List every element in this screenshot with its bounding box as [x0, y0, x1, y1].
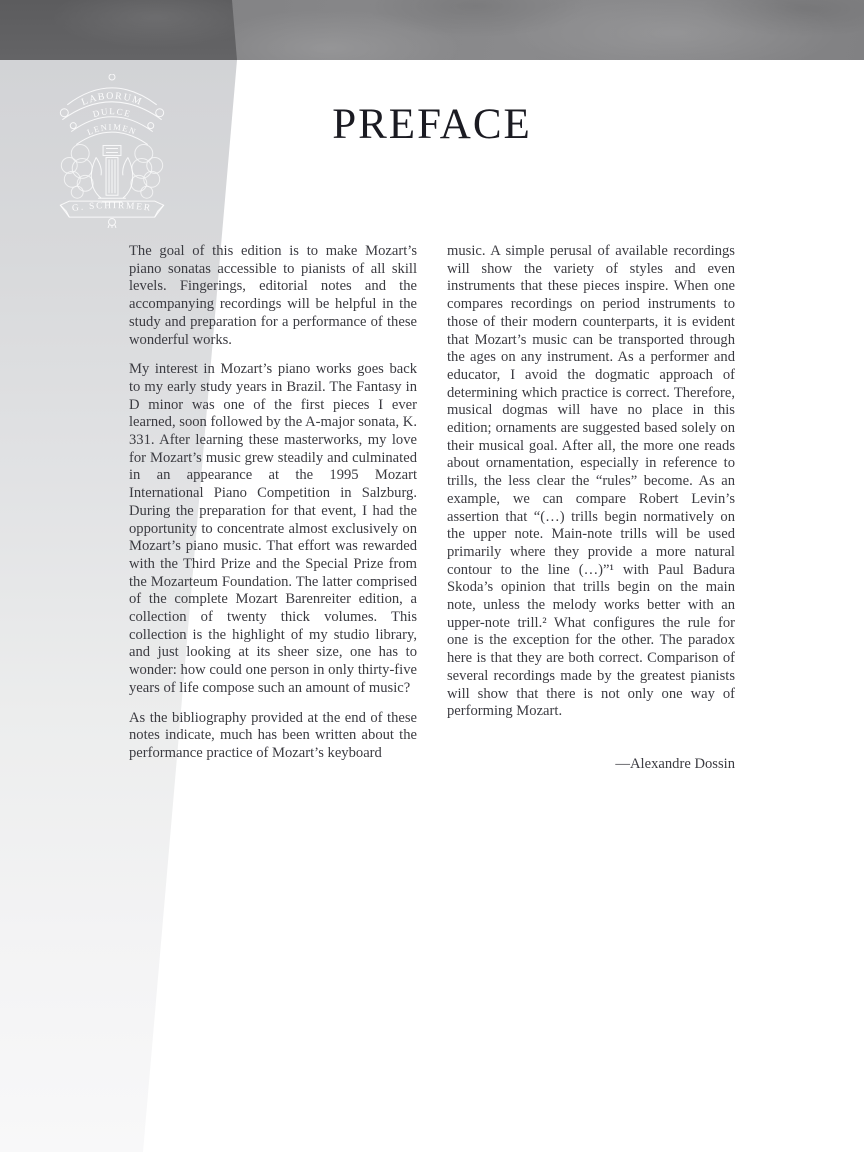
svg-text:DULCE	[92, 106, 133, 119]
paragraph-performance-practice: music. A simple perusal of available recordings will show the variety of styles and even instruments that these pieces inspire. When one compares recordings on period instruments to those of their modern counterparts, it is evident that Mozart’s music can be transported through the ages on any instrument. As a performer and educator, I avoid the dogmatic approach of determining which practice is correct. Therefore, musical dogmas will have no place in this edition; ornaments are suggested based solely on their musical goal. After all, the more one reads about ornamentation, especially in reference to trills, the less clear the “rules” become. As an example, we can compare Robert Levin’s assertion that “(…) trills begin normatively on the upper note. Main-note trills will be used primarily where they provide a more natural contour to the line (…)”¹ with Paul Badura Skoda’s opinion that trills begin on the main note, unless the melody works better with an upper-note trill.² What configures the rule for one is the exception for the other. The paradox here is that they are both correct. Comparison of several recordings made by the greatest pianists will show that there is not only one way of performing Mozart.	[447, 243, 735, 720]
author-signature: —Alexandre Dossin	[615, 755, 735, 772]
tassel	[108, 219, 116, 228]
publisher-name: G. SCHIRMER	[71, 201, 153, 214]
paragraph-goal: The goal of this edition is to make Mozart’s piano sonatas accessible to pianists of all skill levels. Fingerings, editorial notes and the accompanying recordings will be helpful in the study and preparation for a performance of these wonderful works.	[129, 243, 417, 348]
plaque	[103, 146, 121, 156]
motto-word-laborum: LABORUM	[79, 90, 144, 109]
text-columns	[129, 243, 735, 786]
svg-text:G. SCHIRMER	[72, 201, 153, 214]
paragraph-bibliography: As the bibliography provided at the end of these notes indicate, much has been written about the performance practice of Mozart’s keyboard	[129, 709, 417, 761]
motto-word-dulce: DULCE	[91, 106, 133, 120]
lyre-icon	[91, 157, 132, 202]
publisher-logo	[52, 74, 172, 228]
paragraph-interest: My interest in Mozart’s piano works goes back to my early study years in Brazil. The Fantasy in D minor was one of the first pieces I ever learned, soon followed by the A-major sonata, K. 331. After learning these masterworks, my love for Mozart’s music grew steadily and culminated in an appearance at the 1995 Mozart International Piano Competition in Salzburg. During the preparation for that event, I had the opportunity to concentrate almost exclusively on Mozart’s piano music. That effort was rewarded with the Third Prize and the Special Prize from the Mozarteum Foundation. The latter comprised of the complete Mozart Barenreiter edition, a collection of twenty thick volumes. This collection is the highlight of my studio library, and just looking at its sheer size, one has to wonder: how could one person in only thirty-five years of life compose such an amount of music?	[129, 361, 417, 696]
page-title: PREFACE	[332, 101, 532, 148]
column-left	[129, 243, 417, 786]
motto-word-lenimen: LENIMEN	[85, 121, 139, 138]
column-right	[447, 243, 735, 786]
